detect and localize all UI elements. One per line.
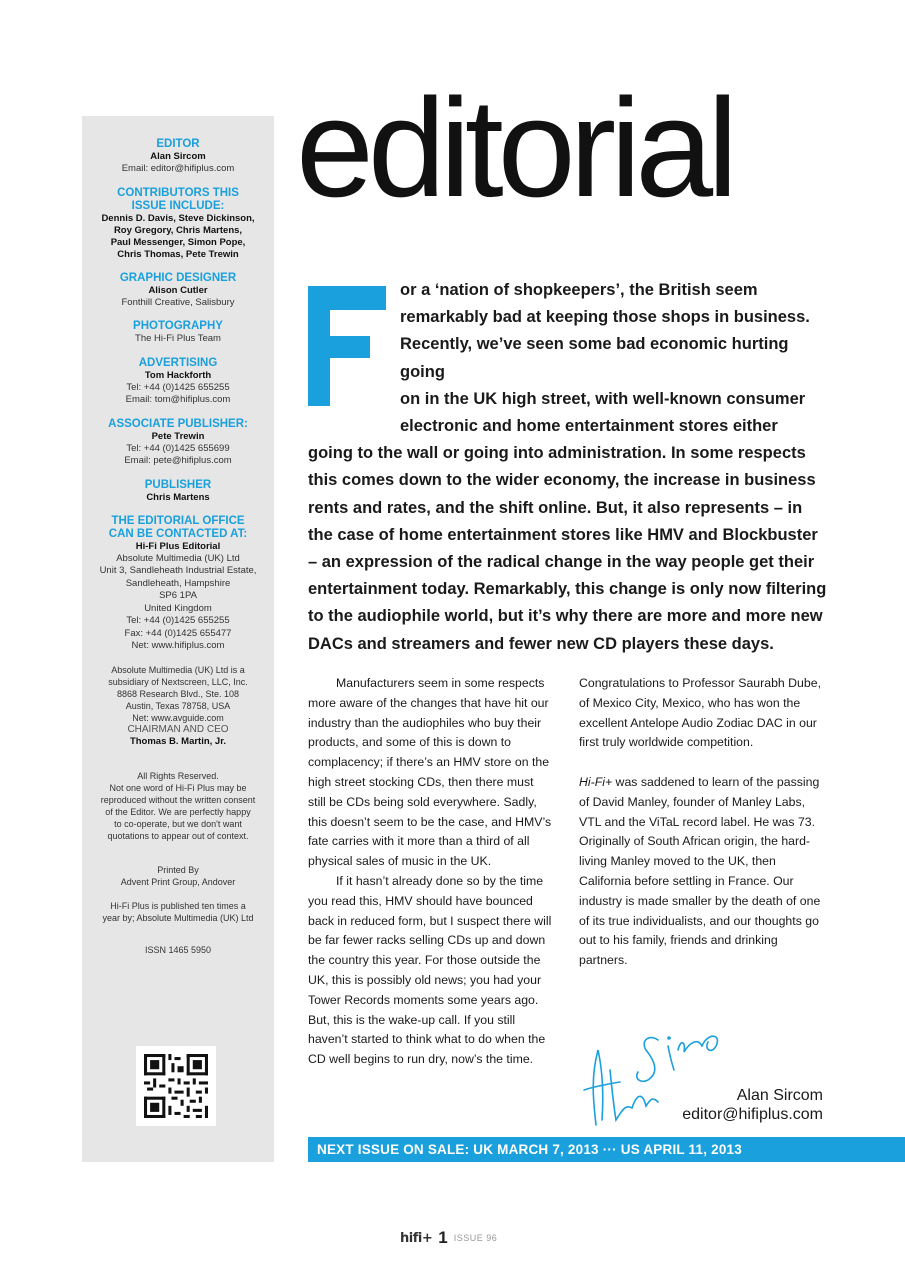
publisher-name: Chris Martens (146, 491, 210, 503)
magazine-name: Hi-Fi+ (579, 774, 613, 789)
rights-line: of the Editor. We are perfectly happy (105, 806, 251, 817)
body-column-left (308, 674, 552, 1070)
parent-line: subsidiary of Nextscreen, LLC, Inc. (108, 676, 248, 687)
ceo-title: CHAIRMAN AND CEO (127, 723, 229, 735)
associate-publisher-name: Pete Trewin (151, 430, 205, 442)
address-line: Tel: +44 (0)1425 655255 (126, 615, 230, 626)
rights-block (82, 770, 274, 842)
photography-team: The Hi-Fi Plus Team (135, 333, 221, 344)
designer-heading: GRAPHIC DESIGNER (119, 271, 237, 284)
designer-name: Alison Cutler (148, 284, 208, 296)
intro-line: or a ‘nation of shopkeepers’, the British seem (400, 281, 758, 299)
publication-block (82, 900, 274, 924)
next-issue-banner: NEXT ISSUE ON SALE: UK MARCH 7, 2013 ··· US APRIL 11, 2013 (308, 1137, 905, 1162)
hifi-plus-logo: hifi+ (400, 1230, 433, 1246)
rights-line: All Rights Reserved. (137, 770, 219, 781)
associate-publisher-block (82, 418, 274, 468)
intro-line: rents and rates, and the shift online. But, it also represents – in (308, 498, 803, 517)
contributor-line: Dennis D. Davis, Steve Dickinson, (101, 212, 255, 224)
page-footer (400, 1228, 497, 1248)
signoff-email[interactable]: editor@hifiplus.com (682, 1106, 823, 1123)
editorial-office-name: Hi-Fi Plus Editorial (135, 540, 221, 552)
publisher-block (82, 479, 274, 504)
intro-line: electronic and home entertainment stores either (400, 417, 778, 436)
signoff-name: Alan Sircom (736, 1087, 823, 1104)
body-paragraph: Congratulations to Professor Saurabh Dube, of Mexico City, Mexico, who has won the excellent Antelope Audio Zodiac DAC in our first truly worldwide competition. (579, 676, 821, 750)
issn-block (82, 944, 274, 956)
advertising-email: Email: tom@hifiplus.com (125, 394, 231, 405)
contributor-line: Paul Messenger, Simon Pope, (110, 236, 246, 248)
contributor-line: Chris Thomas, Pete Trewin (117, 248, 239, 260)
contributors-block (82, 187, 274, 261)
page-number: 1 (438, 1228, 448, 1247)
address-line: Fax: +44 (0)1425 655477 (124, 627, 232, 639)
editor-block (82, 138, 274, 176)
intro-line: remarkably bad at keeping those shops in business. (400, 308, 810, 327)
contributors-heading: CONTRIBUTORS THIS ISSUE INCLUDE: (117, 186, 239, 212)
address-line: Absolute Multimedia (UK) Ltd (116, 552, 240, 564)
associate-publisher-tel: Tel: +44 (0)1425 655699 (126, 442, 230, 454)
publication-line: Hi-Fi Plus is published ten times a (110, 900, 246, 911)
issn: ISSN 1465 5950 (144, 944, 212, 955)
printer-line: Printed By (157, 864, 199, 875)
advertising-heading: ADVERTISING (138, 356, 218, 369)
intro-line: on in the UK high street, with well-known consumer (400, 389, 806, 408)
editorial-office-block (82, 515, 274, 653)
address-line: Sandleheath, Hampshire (125, 577, 231, 589)
intro-line: Recently, we’ve seen some bad economic hurting going (400, 335, 789, 381)
address-line: United Kingdom (144, 602, 212, 614)
body-paragraph (579, 773, 823, 971)
address-line: Unit 3, Sandleheath Industrial Estate, (99, 565, 257, 576)
printer-line: Advent Print Group, Andover (120, 876, 236, 887)
parent-line: Net: www.avguide.com (132, 712, 224, 723)
parent-line: 8868 Research Blvd., Ste. 108 (116, 688, 240, 699)
intro-line: DACs and streamers and fewer new CD players these days. (308, 634, 774, 653)
advertising-block (82, 357, 274, 407)
photography-heading: PHOTOGRAPHY (133, 320, 223, 332)
qr-code-graphic (144, 1054, 208, 1118)
parent-line: Absolute Multimedia (UK) Ltd is a (111, 664, 245, 675)
designer-company: Fonthill Creative, Salisbury (121, 296, 235, 308)
editor-name: Alan Sircom (150, 151, 206, 162)
body-paragraph: If it hasn’t already done so by the time you read this, HMV should have bounced back in reduced form, but I suspect there will be far fewer racks selling CDs up and down the country this year. For those outside the UK, this is possibly old news; you had your Tower Records moments some years ago. But, this is the wake-up call. If you still haven’t started to think what to do when the CD well begins to run dry, now’s the time. (308, 873, 552, 1067)
publication-line: year by; Absolute Multimedia (UK) Ltd (102, 912, 254, 923)
intro-line: going to the wall or going into administration. In some respects (308, 444, 806, 463)
printer-block (82, 864, 274, 888)
address-line: Net: www.hifiplus.com (131, 640, 225, 651)
body-column-right (579, 674, 823, 971)
intro-line: this comes down to the wider economy, the increase in business (308, 471, 816, 490)
editor-heading: EDITOR (156, 138, 200, 150)
advertising-tel: Tel: +44 (0)1425 655255 (126, 381, 230, 393)
address-line: SP6 1PA (159, 590, 197, 601)
body-paragraph: Manufacturers seem in some respects more aware of the changes that have hit our industry than the audiophiles who buy their products, and some of this is down to complacency; if there’s an HMV store on the high street stocking CDs, then there must still be CDs being sold everywhere. Sadly, this doesn’t seem to be the case, and HMV’s fate carries with it more than a third of all physical sales of music in the UK. (308, 676, 552, 869)
associate-publisher-heading: ASSOCIATE PUBLISHER: (108, 417, 248, 430)
publisher-heading: PUBLISHER (144, 478, 212, 491)
rights-line: Not one word of Hi-Fi Plus may be (109, 782, 247, 793)
intro-paragraph (308, 277, 833, 658)
rights-line: reproduced without the written consent (100, 794, 256, 805)
masthead-sidebar (82, 116, 274, 1162)
qr-code[interactable] (136, 1046, 216, 1126)
intro-line: – an expression of the radical change in the way people get their (308, 553, 815, 572)
paragraph-text: was saddened to learn of the passing of David Manley, founder of Manley Labs, VTL and the ViTaL record label. He was 73. Originally of South African origin, the hard-living Manley moved to the UK, then California before settling in France. Our industry is made smaller by the death of one of its true individualists, and our thoughts go out to his family, friends and drinking partners. (579, 774, 821, 968)
advertising-name: Tom Hackforth (144, 369, 212, 381)
editor-email: Email: editor@hifiplus.com (121, 163, 235, 174)
intro-line: to the audiophile world, but it’s why there are more and more new (308, 607, 823, 626)
page-title: editorial (296, 69, 733, 226)
designer-block (82, 272, 274, 310)
ceo-name: Thomas B. Martin, Jr. (129, 735, 227, 747)
photography-block (82, 320, 274, 346)
rights-line: to co-operate, but we don't want (114, 818, 242, 829)
issue-number: ISSUE 96 (453, 1233, 498, 1243)
contributor-line: Roy Gregory, Chris Martens, (113, 224, 243, 236)
editorial-office-heading: THE EDITORIAL OFFICE CAN BE CONTACTED AT: (108, 514, 248, 540)
associate-publisher-email: Email: pete@hifiplus.com (124, 455, 232, 466)
parent-line: Austin, Texas 78758, USA (125, 700, 231, 711)
rights-line: quotations to appear out of context. (107, 830, 249, 841)
intro-line: the case of home entertainment stores like HMV and Blockbuster (308, 525, 818, 544)
intro-line: entertainment today. Remarkably, this change is only now filtering (308, 580, 827, 599)
parent-company-block (82, 664, 274, 748)
